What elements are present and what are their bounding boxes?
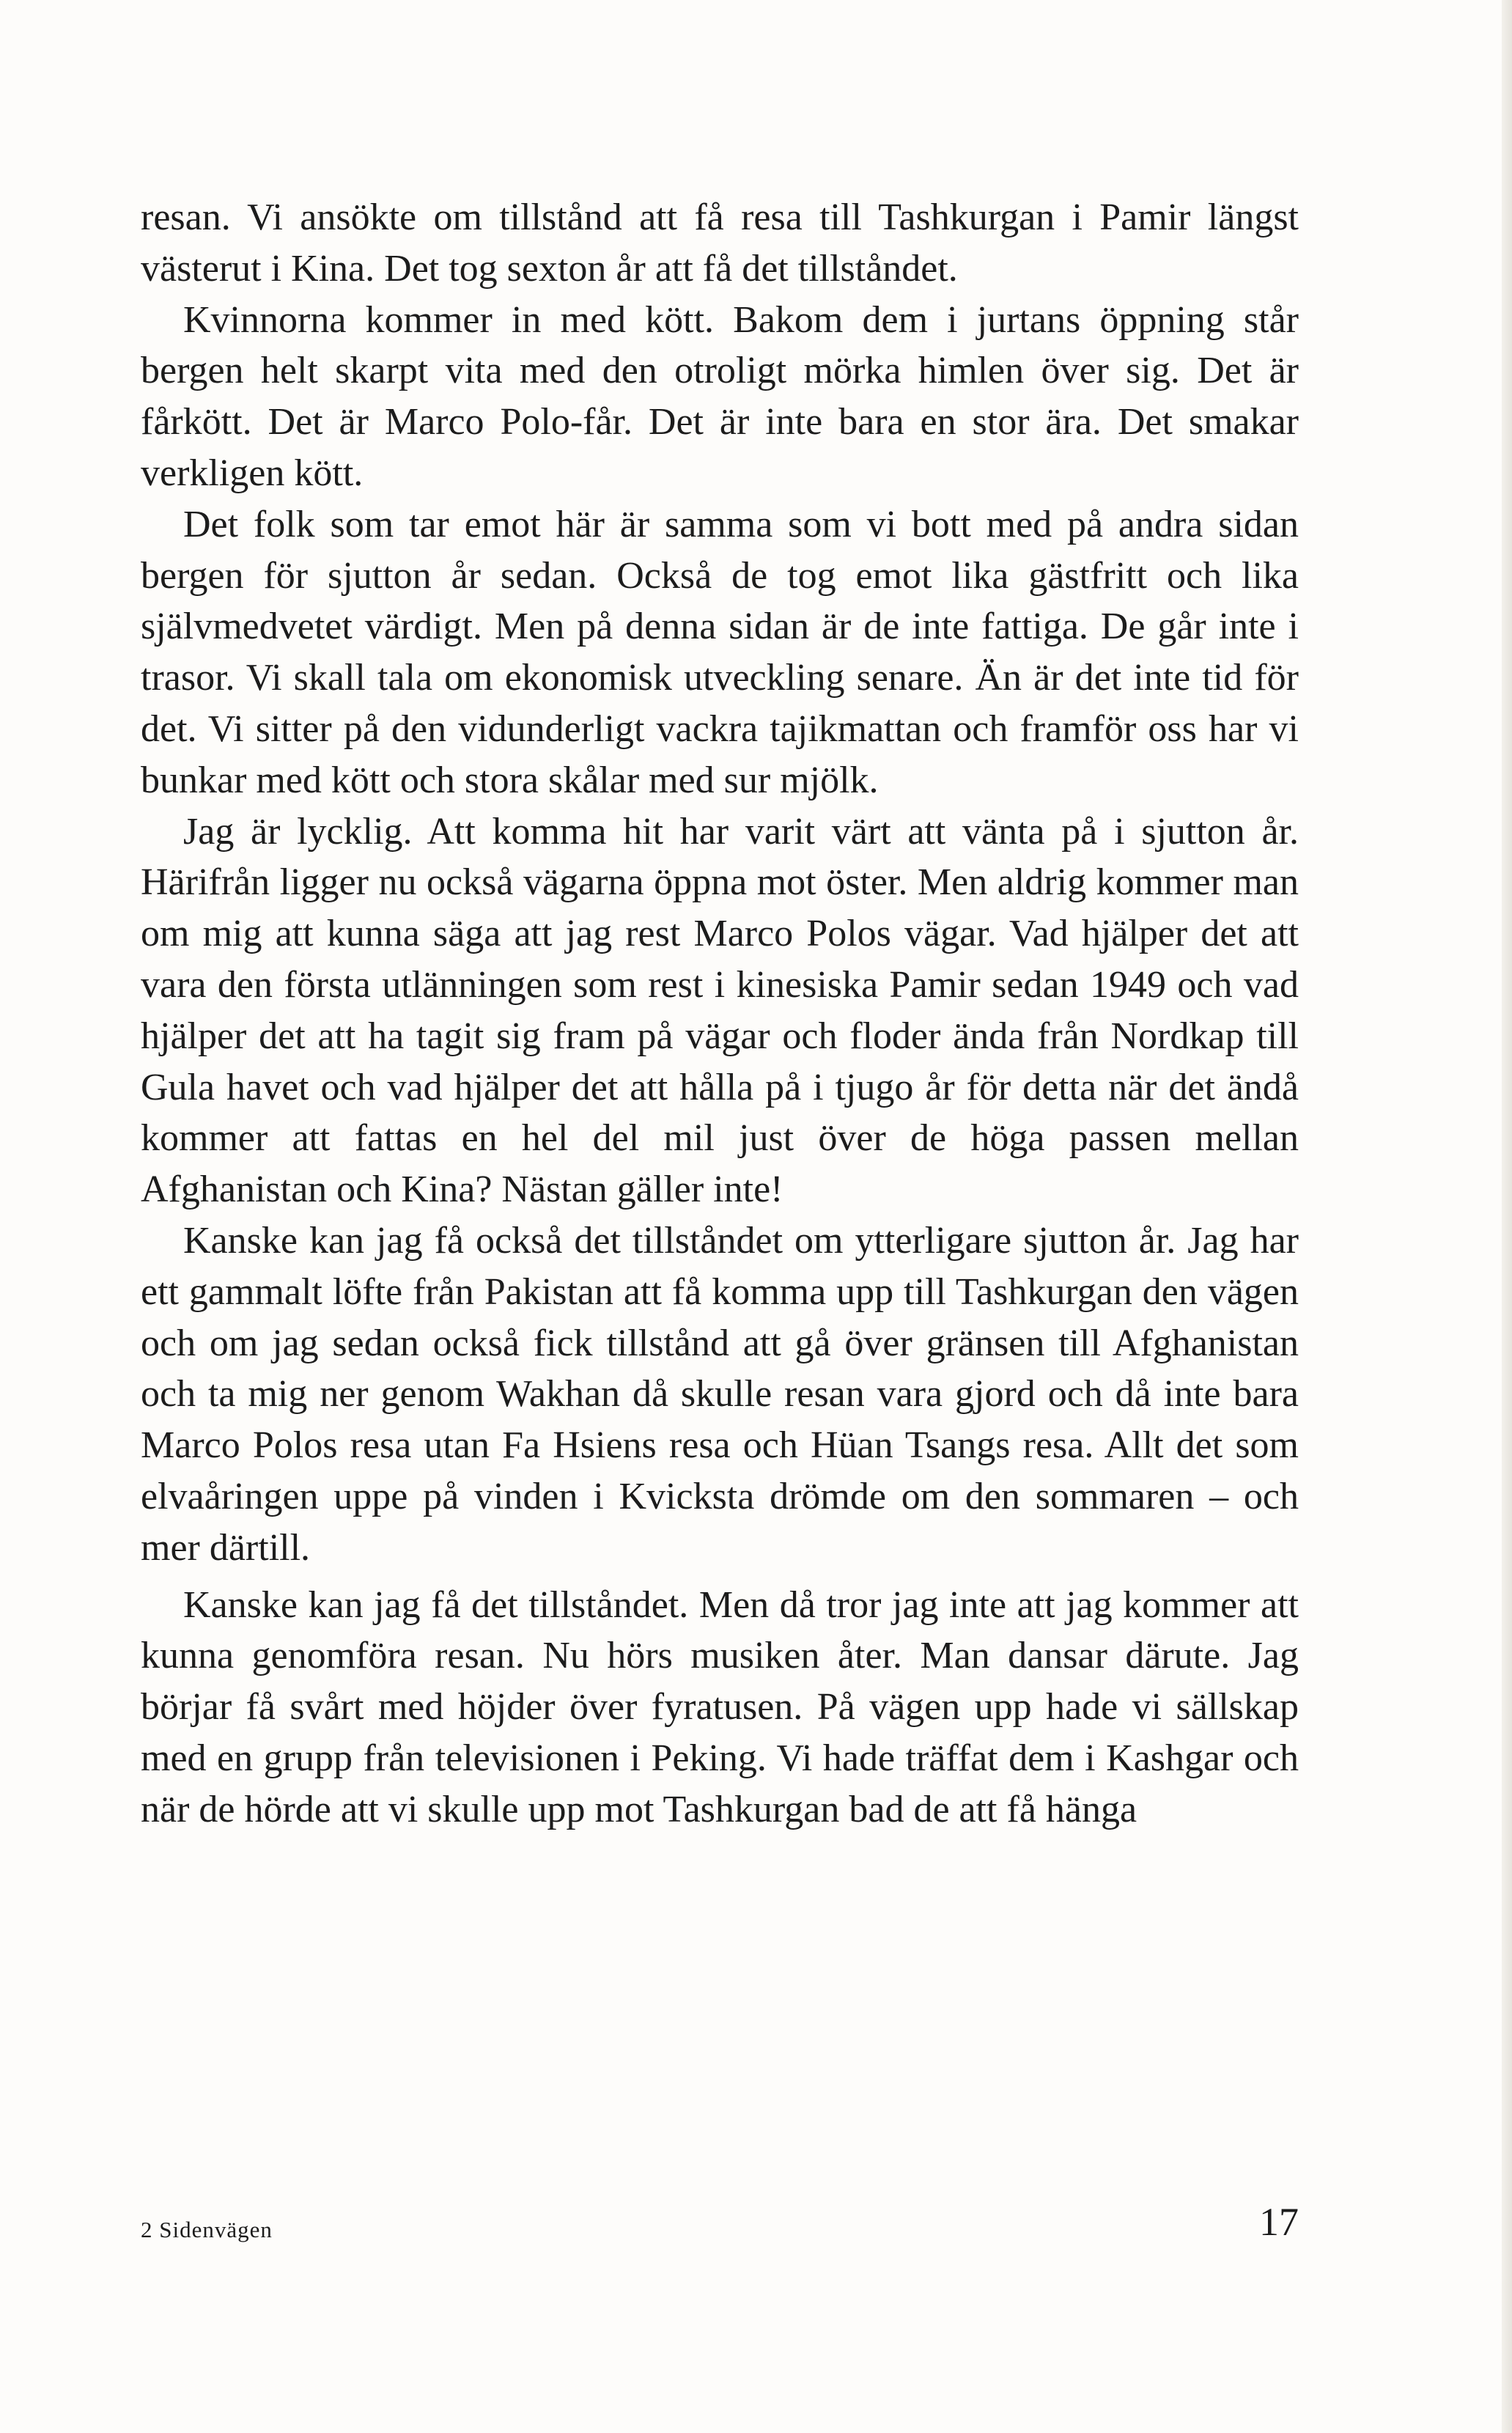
paragraph-3: Det folk som tar emot här är samma som vi bott med på andra sidan bergen för sjutton år sedan. Också de tog emot lika gästfritt och lika självmedvetet värdigt. Men på denna sidan är de inte fattiga. De går inte i trasor. Vi skall tala om ekonomisk utveckling senare. Än är det inte tid för det. Vi sitter på den vidunderligt vackra tajikmattan och framför oss har vi bunkar med kött och stora skålar med sur mjölk.	[141, 503, 1299, 801]
page-number: 17	[1259, 2200, 1299, 2244]
paragraph-6: Kanske kan jag få det tillståndet. Men då tror jag inte att jag kommer att kunna genomföra resan. Nu hörs musiken åter. Man dansar därute. Jag börjar få svårt med höjder över fyratusen. På vägen upp hade vi sällskap med en grupp från televisionen i Peking. Vi hade träffat dem i Kashgar och när de hörde att vi skulle upp mot Tashkurgan bad de att få hänga	[141, 1583, 1299, 1830]
paragraph-4: Jag är lycklig. Att komma hit har varit värt att vänta på i sjutton år. Härifrån ligger nu också vägarna öppna mot öster. Men aldrig kommer man om mig att kunna säga att jag rest Marco Polos vägar. Vad hjälper det att vara den första utlänningen som rest i kinesiska Pamir sedan 1949 och vad hjälper det att ha tagit sig fram på vägar och floder ända från Nordkap till Gula havet och vad hjälper det att hålla på i tjugo år för detta när det ändå kommer att fattas en hel del mil just över de höga passen mellan Afghanistan och Kina? Nästan gäller inte!	[141, 810, 1299, 1211]
paragraph-1: resan. Vi ansökte om tillstånd att få resa till Tashkurgan i Pamir längst västerut i Kina. Det tog sexton år att få det tillståndet.	[141, 196, 1299, 290]
paragraph-2: Kvinnorna kommer in med kött. Bakom dem i jurtans öppning står bergen helt skarpt vita med den otroligt mörka himlen över sig. Det är fårkött. Det är Marco Polo-får. Det är inte bara en stor ära. Det smakar verkligen kött.	[141, 298, 1299, 494]
page-footer	[141, 2199, 1299, 2258]
paragraph-5: Kanske kan jag få också det tillståndet om ytterligare sjutton år. Jag har ett gammalt löfte från Pakistan att få komma upp till Tashkurgan den vägen och om jag sedan också fick tillstånd att gå över gränsen till Afghanistan och ta mig ner genom Wakhan då skulle resan vara gjord och då inte bara Marco Polos resa utan Fa Hsiens resa och Hüan Tsangs resa. Allt det som elvaåringen uppe på vinden i Kvicksta drömde om den sommaren – och mer därtill.	[141, 1219, 1299, 1569]
page-edge-shadow	[1502, 0, 1512, 2433]
body-text	[141, 192, 1299, 1836]
signature-mark: 2 Sidenvägen	[141, 2217, 273, 2242]
